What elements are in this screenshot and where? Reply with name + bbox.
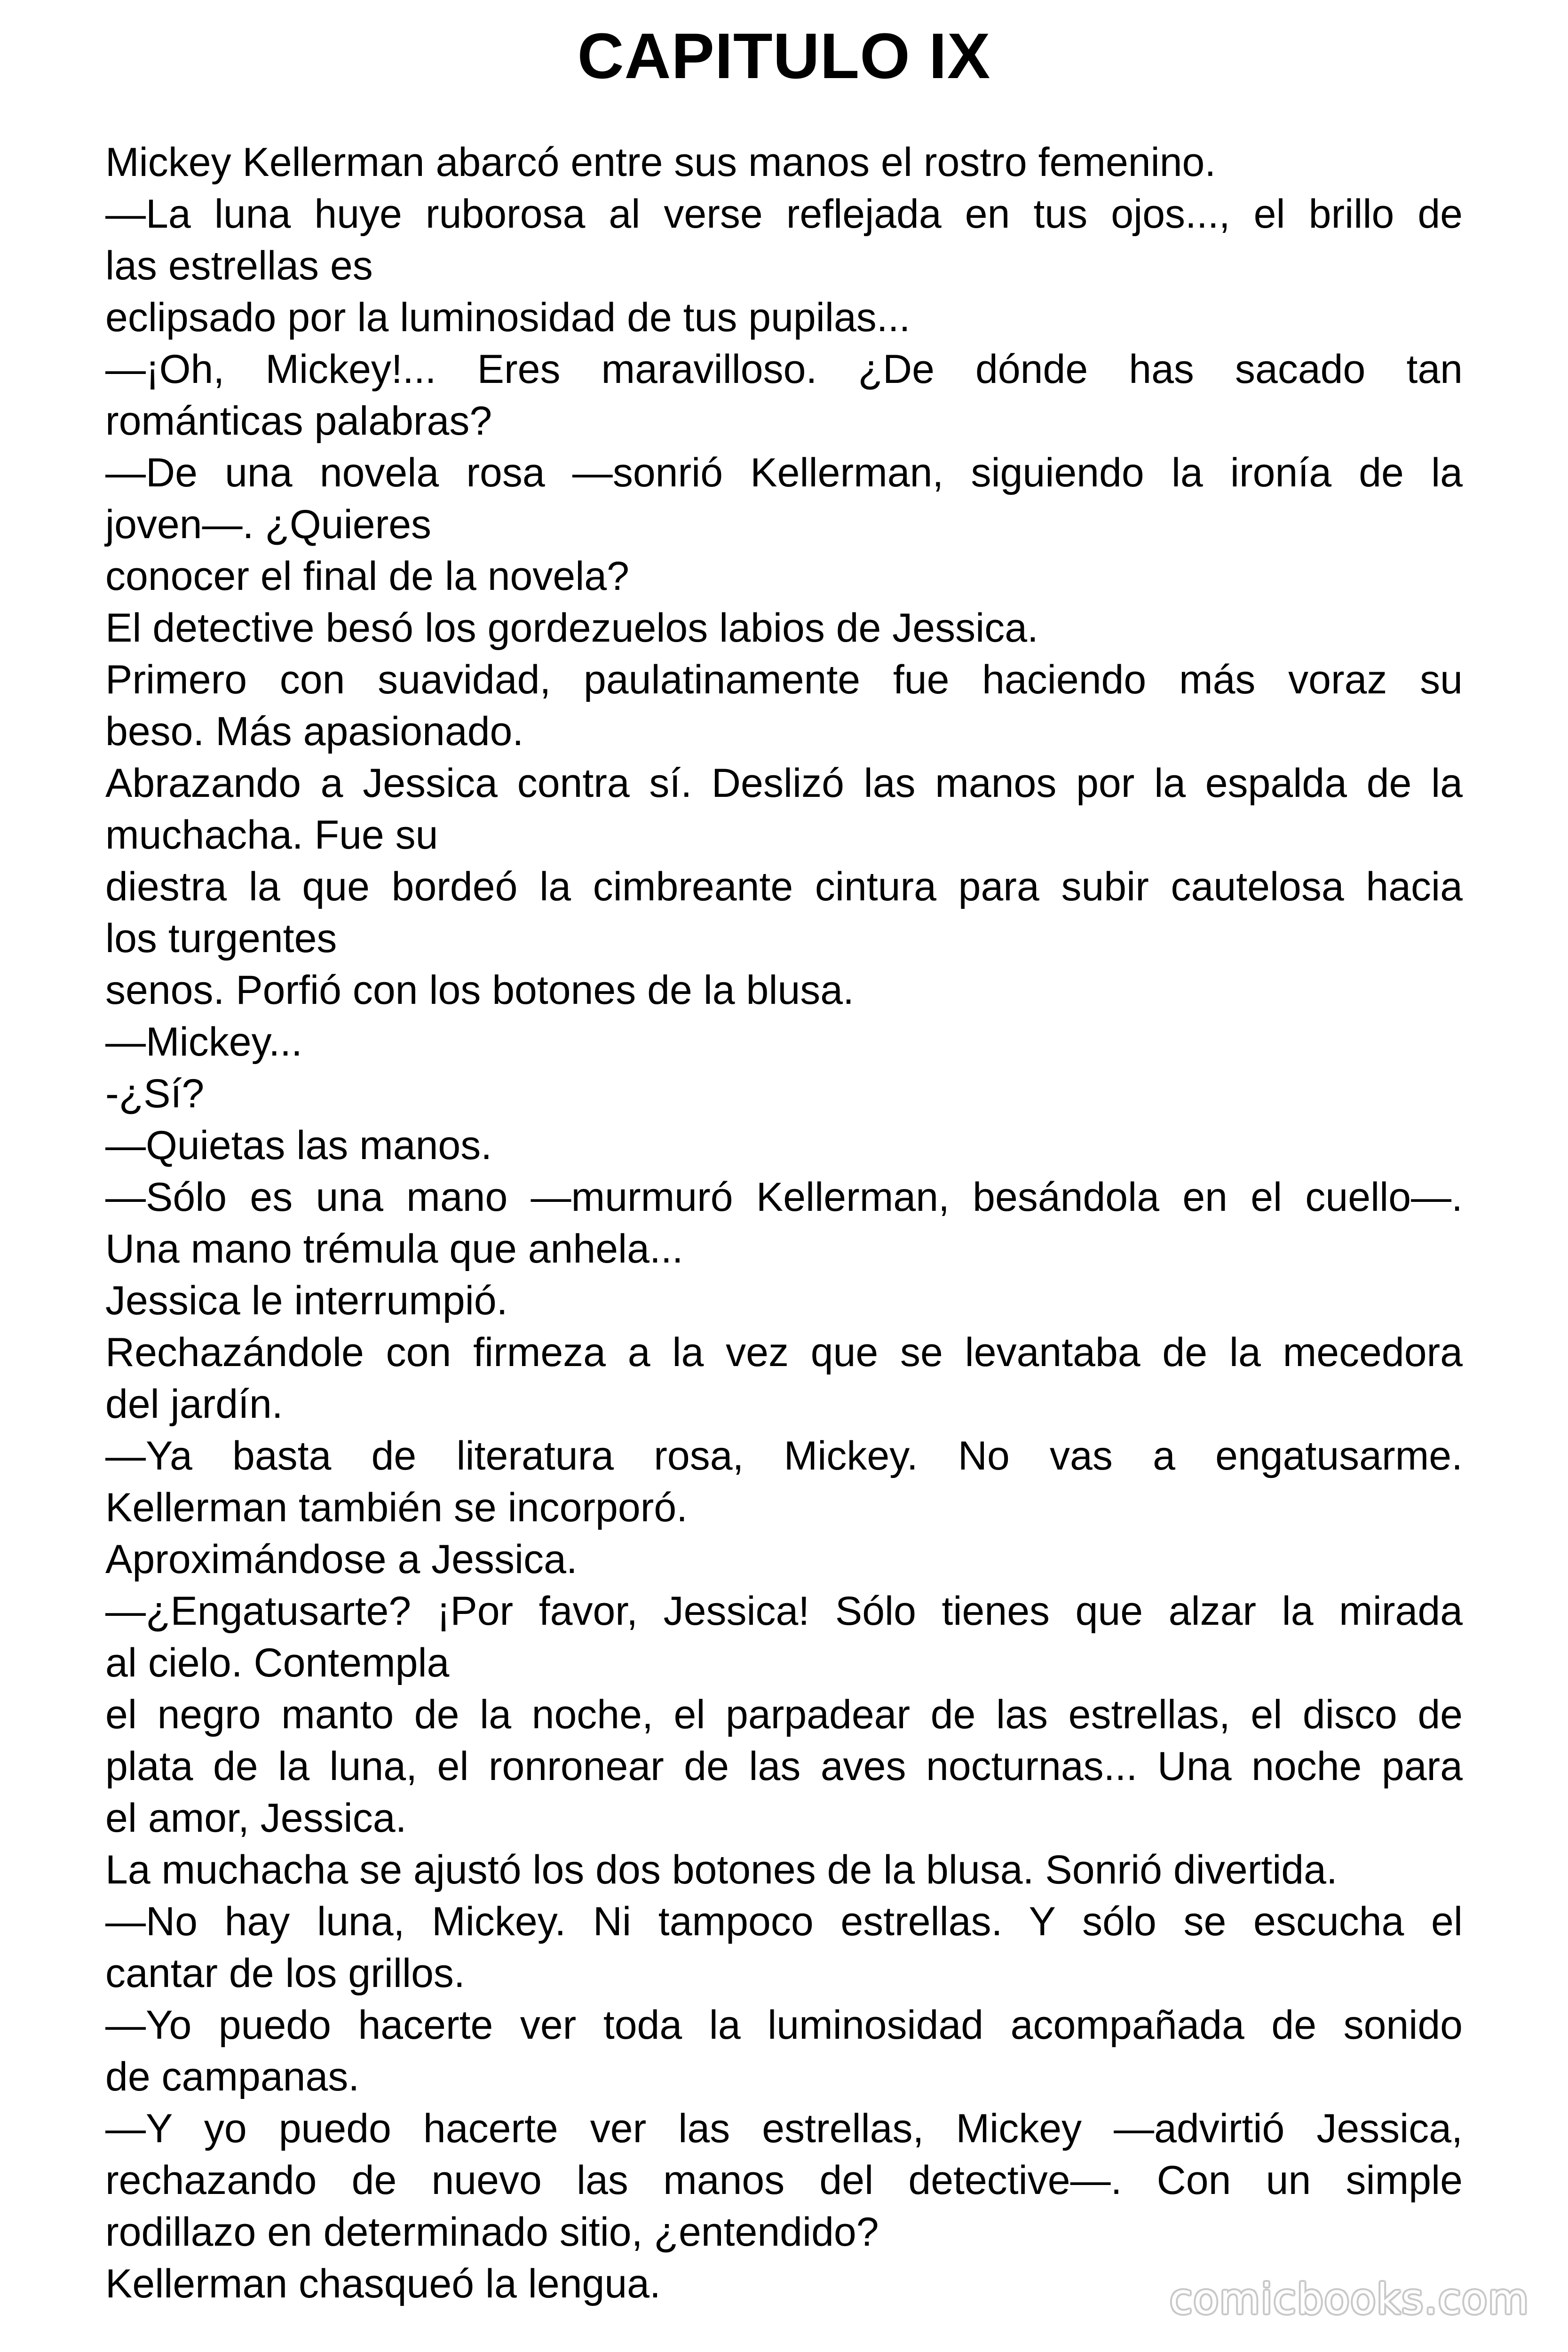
text-line: La muchacha se ajustó los dos botones de la blusa. Sonrió divertida.: [105, 1847, 1338, 1892]
text-line: los turgentes: [105, 916, 337, 961]
text-line: —No hay luna, Mickey. Ni tampoco estrellas. Y sólo se escucha el: [105, 1899, 1463, 1944]
text-line: Una mano trémula que anhela...: [105, 1226, 683, 1271]
text-line: eclipsado por la luminosidad de tus pupilas...: [105, 295, 911, 340]
text-line: al cielo. Contempla: [105, 1640, 450, 1685]
text-line: —Yo puedo hacerte ver toda la luminosidad acompañada de sonido: [105, 2002, 1463, 2048]
text-line: el amor, Jessica.: [105, 1796, 407, 1841]
text-line: Rechazándole con firmeza a la vez que se levantaba de la mecedora: [105, 1330, 1463, 1375]
text-line: —Ya basta de literatura rosa, Mickey. No vas a engatusarme.: [105, 1433, 1463, 1478]
text-line: románticas palabras?: [105, 398, 492, 444]
body-text: [105, 136, 1463, 2310]
text-line: las estrellas es: [105, 243, 373, 288]
text-line: —¿Engatusarte? ¡Por favor, Jessica! Sólo tienes que alzar la mirada: [105, 1589, 1463, 1634]
text-line: —Y yo puedo hacerte ver las estrellas, Mickey —advirtió Jessica,: [105, 2106, 1463, 2151]
text-line: el negro manto de la noche, el parpadear de las estrellas, el disco de: [105, 1692, 1463, 1737]
text-line: del jardín.: [105, 1382, 283, 1427]
text-line: Kellerman también se incorporó.: [105, 1485, 688, 1530]
chapter-title: CAPITULO IX: [577, 20, 991, 92]
text-line: muchacha. Fue su: [105, 812, 438, 858]
text-line: —De una novela rosa —sonrió Kellerman, siguiendo la ironía de la: [105, 450, 1463, 495]
text-line: -¿Sí?: [105, 1071, 205, 1116]
text-line: conocer el final de la novela?: [105, 554, 629, 599]
text-line: beso. Más apasionado.: [105, 709, 524, 754]
text-line: Primero con suavidad, paulatinamente fue haciendo más voraz su: [105, 657, 1463, 702]
text-line: diestra la que bordeó la cimbreante cintura para subir cautelosa hacia: [105, 864, 1463, 909]
text-line: Mickey Kellerman abarcó entre sus manos el rostro femenino.: [105, 140, 1216, 185]
text-line: Aproximándose a Jessica.: [105, 1537, 578, 1582]
text-line: Abrazando a Jessica contra sí. Deslizó las manos por la espalda de la: [105, 761, 1463, 806]
text-line: rodillazo en determinado sitio, ¿entendido?: [105, 2209, 879, 2255]
text-line: Jessica le interrumpió.: [105, 1278, 508, 1323]
text-line: plata de la luna, el ronronear de las aves nocturnas... Una noche para: [105, 1744, 1463, 1789]
text-line: senos. Porfió con los botones de la blusa.: [105, 968, 855, 1013]
watermark-text: comicbooks.com: [1169, 2275, 1529, 2323]
text-line: rechazando de nuevo las manos del detective—. Con un simple: [105, 2158, 1463, 2203]
text-line: —¡Oh, Mickey!... Eres maravilloso. ¿De dónde has sacado tan: [105, 347, 1463, 392]
text-line: —Sólo es una mano —murmuró Kellerman, besándola en el cuello—.: [105, 1175, 1463, 1220]
text-line: —Mickey...: [105, 1019, 302, 1065]
text-line: —Quietas las manos.: [105, 1123, 492, 1168]
text-line: cantar de los grillos.: [105, 1951, 465, 1996]
text-line: Kellerman chasqueó la lengua.: [105, 2261, 661, 2306]
text-line: de campanas.: [105, 2054, 360, 2099]
text-line: joven—. ¿Quieres: [105, 502, 432, 547]
text-line: El detective besó los gordezuelos labios de Jessica.: [105, 605, 1038, 651]
text-line: —La luna huye ruborosa al verse reflejada en tus ojos..., el brillo de: [105, 191, 1463, 237]
